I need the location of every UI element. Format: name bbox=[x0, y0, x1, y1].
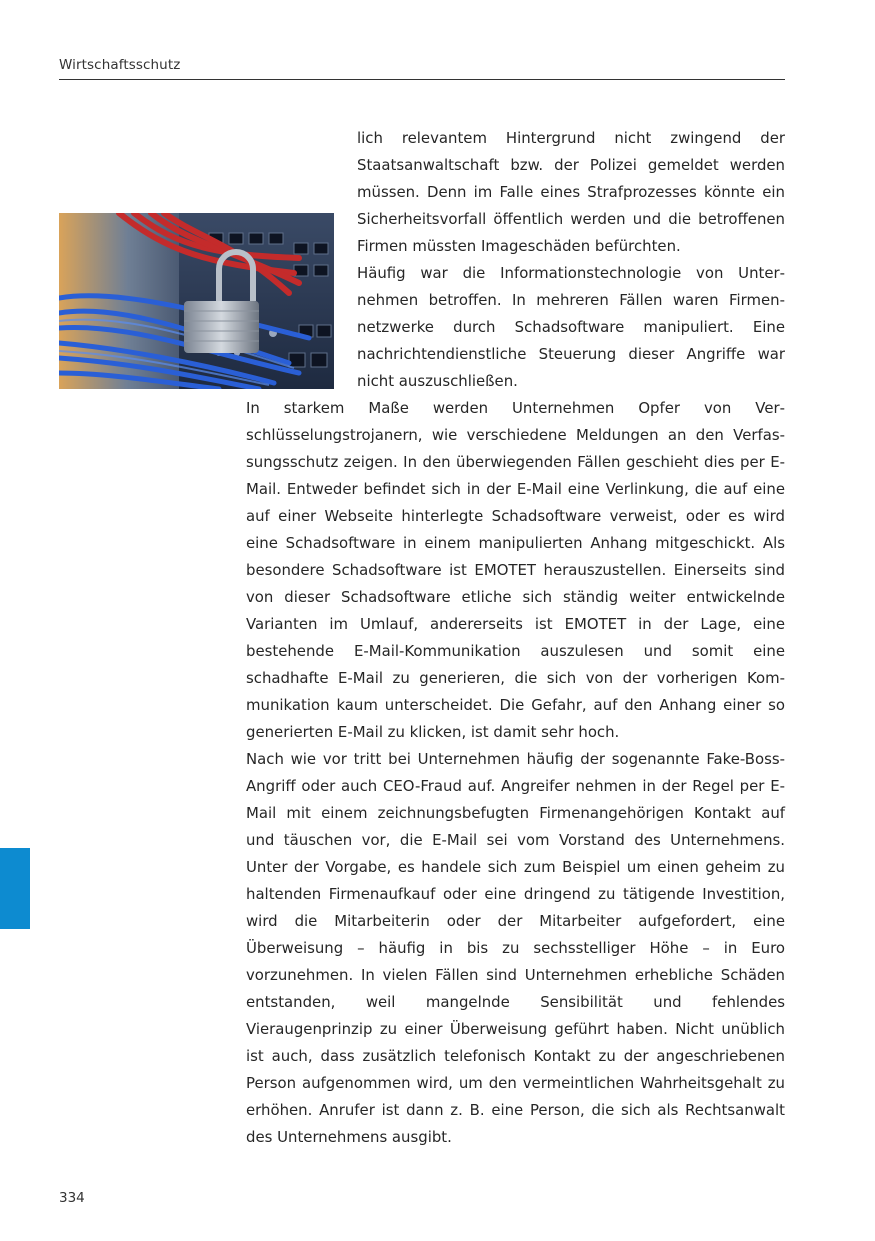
chapter-side-tab bbox=[0, 848, 30, 929]
page-number: 334 bbox=[59, 1190, 85, 1206]
paragraph-2: Häufig war die Informationstechnologie von Unternehmen betroffen. In mehreren Fällen waren Firmennetzwerke durch Schadsoftware manipuliert. Eine nachrichtendienstliche Steuerung dieser Angriffe war nicht auszuschließen. bbox=[357, 264, 785, 390]
running-head: Wirtschaftsschutz bbox=[59, 57, 181, 73]
paragraph-3: In starkem Maße werden Unternehmen Opfer von Verschlüsselungstrojanern, wie verschiedene Meldungen an den Verfassungsschutz zeigen. In den überwiegenden Fällen geschieht dies per E-Mail. Entweder befindet sich in der E-Mail eine Verlinkung, die auf eine auf einer Webseite hinterlegte Schadsoftware verweist, oder es wird eine Schadsoftware in einem manipulierten Anhang mitgeschickt. Als besondere Schadsoftware ist EMOTET herauszustellen. Einerseits sind von dieser Schadsoftware etliche sich ständig weiter entwickelnde Varianten im Umlauf, andererseits ist EMOTET in der Lage, eine bestehende E-Mail-Kommunikation auszulesen und somit eine schadhafte E-Mail zu generieren, die sich von der vorherigen Kommunikation kaum unterscheidet. Die Gefahr, auf den Anhang einer so generierten E-Mail zu klicken, ist damit sehr hoch. bbox=[246, 399, 785, 741]
figure-wrap-space bbox=[246, 179, 357, 395]
body-text bbox=[246, 125, 785, 1151]
paragraph-1: lich relevantem Hintergrund nicht zwingend der Staatsanwaltschaft bzw. der Polizei gemeldet werden müssen. Denn im Falle eines Strafprozesses könnte ein Sicherheitsvorfall öffentlich werden und die betroffenen Firmen müssten Imageschäden befürchten. bbox=[357, 129, 785, 255]
paragraph-4: Nach wie vor tritt bei Unternehmen häufig der sogenannte Fake-Boss-Angriff oder auch CEO-Fraud auf. Angreifer nehmen in der Regel per E-Mail mit einem zeichnungsbefugten Firmenangehörigen Kontakt auf und täuschen vor, die E-Mail sei vom Vorstand des Unternehmens. Unter der Vorgabe, es handele sich zum Beispiel um einen geheim zu haltenden Firmenaufkauf oder eine dringend zu tätigende Investition, wird die Mitarbeiterin oder der Mitarbeiter aufgefordert, eine Überweisung – häufig in bis zu sechsstelliger Höhe – in Euro vorzunehmen. In vielen Fällen sind Unternehmen erhebliche Schäden entstanden, weil mangelnde Sensibilität und fehlendes Vieraugenprinzip zu einer Überweisung geführt haben. Nicht unüblich ist auch, dass zusätzlich telefonisch Kontakt zu der angeschriebenen Person aufgenommen wird, um den vermeintlichen Wahrheitsgehalt zu erhöhen. Anrufer ist dann z. B. eine Person, die sich als Rechtsanwalt des Unternehmens ausgibt. bbox=[246, 750, 785, 1146]
header-rule bbox=[59, 79, 785, 80]
